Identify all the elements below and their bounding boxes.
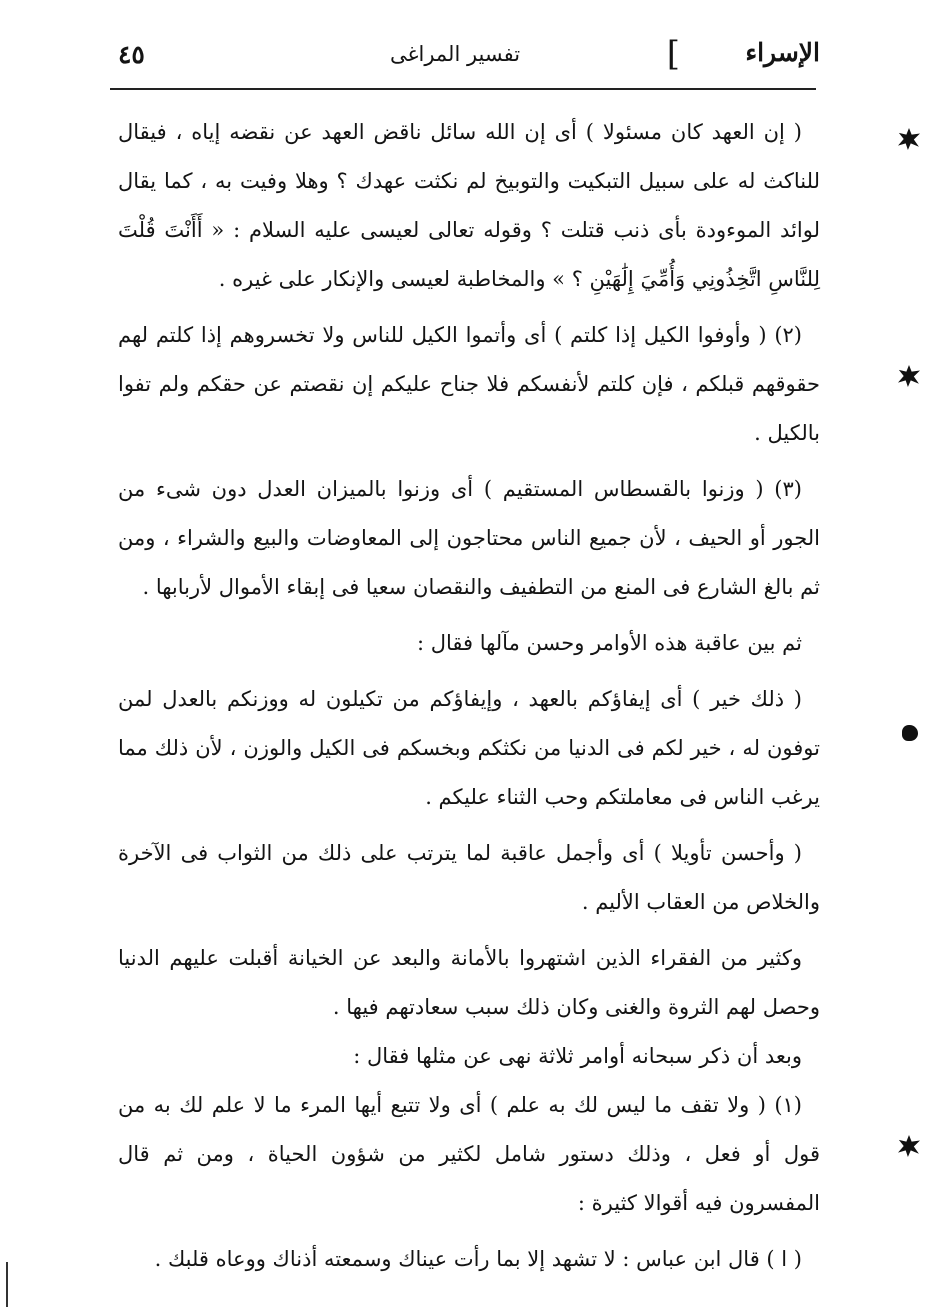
paragraph: (١) ( ولا تقف ما ليس لك به علم ) أى ولا تتبع أيها المرء ما لا علم لك به من قول أو فعل ، وذلك دستور شامل لكثير من شؤون الحياة ، ومن ثم قال المفسرون فيه أقوالا كثيرة : — [118, 1093, 820, 1215]
surah-name: الإسراء — [745, 38, 820, 67]
paragraph: ( ذلك خير ) أى إيفاؤكم بالعهد ، وإيفاؤكم من تكيلون له ووزنكم بالعدل لمن توفون له ، خير لكم فى الدنيا من نكثكم وبخسكم فى الكيل والوزن ، لأن ذلك مما يرغب الناس فى معاملتكم وحب الثناء عليكم . — [118, 687, 820, 809]
paragraph: وكثير من الفقراء الذين اشتهروا بالأمانة والبعد عن الخيانة أقبلت عليهم الدنيا وحصل لهم الثروة والغنى وكان ذلك سبب سعادتهم فيها . — [118, 946, 820, 1019]
book-title: تفسير المراغى — [390, 42, 521, 66]
paragraph: (٢) ( وأوفوا الكيل إذا كلتم ) أى وأتموا الكيل للناس ولا تخسروهم إذا كلتم لهم حقوقهم قبلكم ، فإن كلتم لأنفسكم فلا جناح عليكم إن نقصتم عن حقكم ولم تفوا بالكيل . — [118, 323, 820, 445]
page-body — [118, 108, 820, 1284]
paragraph: ( وأحسن تأويلا ) أى وأجمل عاقبة لما يترتب على ذلك من الثواب فى الآخرة والخلاص من العقاب الأليم . — [118, 841, 820, 914]
punch-hole-mark — [898, 128, 920, 150]
punch-hole-mark — [898, 1135, 920, 1157]
paragraph: وبعد أن ذكر سبحانه أوامر ثلاثة نهى عن مثلها فقال : — [353, 1044, 802, 1068]
punch-hole-mark — [902, 725, 918, 741]
paragraph: ثم بين عاقبة هذه الأوامر وحسن مآلها فقال : — [416, 631, 802, 655]
paragraph: ( إن العهد كان مسئولا ) أى إن الله سائل ناقض العهد عن نقضه إياه ، فيقال للناكث له على سبيل التبكيت والتوبيخ لم نكثت عهدك ؟ وهلا وفيت به ، كما يقال لوائد الموءودة بأى ذنب قتلت ؟ وقوله تعالى لعيسى عليه السلام : « أَأَنْتَ قُلْتَ لِلنَّاسِ اتَّخِذُونِي وَأُمِّيَ إِلَٰهَيْنِ ؟ » والمخاطبة لعيسى والإنكار على غيره . — [118, 120, 820, 291]
page-number: ٤٥ — [118, 40, 145, 69]
punch-hole-mark — [898, 365, 920, 387]
paragraph: (٣) ( وزنوا بالقسطاس المستقيم ) أى وزنوا بالميزان العدل دون شىء من الجور أو الحيف ، لأن جميع الناس محتاجون إلى المعاوضات والبيع والشراء ، ومن ثم بالغ الشارع فى المنع من التطفيف والنقصان سعيا فى إبقاء الأموال لأربابها . — [118, 477, 820, 599]
header-divider — [110, 88, 816, 90]
page-edge-line — [6, 1262, 8, 1307]
page-header — [110, 36, 820, 80]
paragraph: ( ا ) قال ابن عباس : لا تشهد إلا بما رأت عيناك وسمعته أذناك ووعاه قلبك . — [154, 1247, 802, 1271]
header-bracket: ] — [666, 34, 680, 74]
